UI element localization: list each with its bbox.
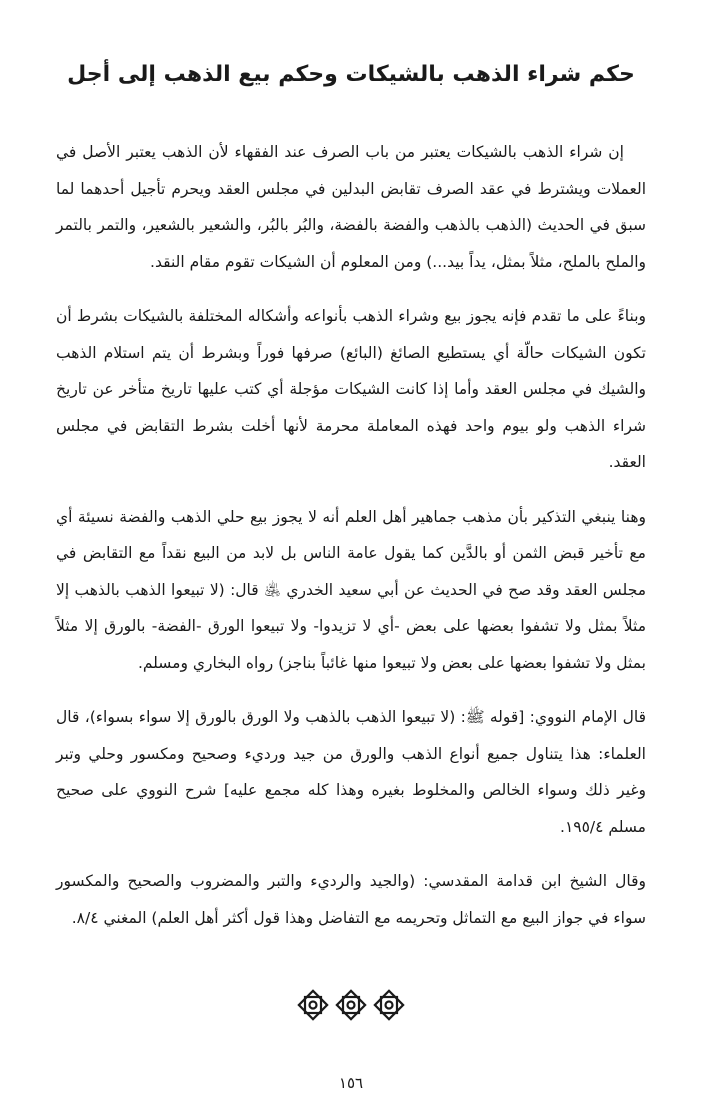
paragraph-ruling: وبناءً على ما تقدم فإنه يجوز بيع وشراء الذهب بأنواعه وأشكاله المختلفة بالشيكات بشرط أن تكون الشيكات حالّة أي يستطيع الصائغ (البائع) صرفها فوراً وبشرط أن يتم استلام الذهب والشيك في مجلس العقد وأما إذا كانت الشيكات مؤجلة أي كتب عليها تاريخ متأخر عن تاريخ شراء الذهب ولو بيوم واحد فهذه المعاملة محرمة لأنها أخلت بشرط التقابض في مجلس العقد. [56, 307, 646, 471]
document-page [56, 0, 646, 1116]
paragraph-intro: إن شراء الذهب بالشيكات يعتبر من باب الصرف عند الفقهاء لأن الذهب يعتبر الأصل في العملات ويشترط في عقد الصرف تقابض البدلين في مجلس العقد ويحرم تأجيل أحدهما لما سبق في الحديث (الذهب بالذهب والفضة بالفضة، والبُر بالبُر، والشعير بالشعير، والتمر بالتمر والملح بالملح، مثلاً بمثل، يداً بيد...) ومن المعلوم أن الشيكات تقوم مقام النقد. [56, 143, 646, 271]
document-title: حكم شراء الذهب بالشيكات وحكم بيع الذهب إلى أجل [67, 62, 635, 87]
document-body [56, 134, 646, 954]
paragraph-hadith: وهنا ينبغي التذكير بأن مذهب جماهير أهل العلم أنه لا يجوز بيع حلي الذهب والفضة نسيئة أي مع تأخير قبض الثمن أو بالدَّين كما يقول عامة الناس بل لابد من البيع نقداً مع التقابض في مجلس العقد وقد صح في الحديث عن أبي سعيد الخدري ﵁ قال: (لا تبيعوا الذهب بالذهب إلا مثلاً بمثل ولا تشفوا بعضها على بعض -أي لا تزيدوا- ولا تبيعوا الورق -الفضة- بالورق إلا مثلاً بمثل ولا تشفوا بعضها على بعض ولا تبيعوا منها غائباً بناجز) رواه البخاري ومسلم. [56, 507, 646, 672]
paragraph-ibn-qudama-quote: وقال الشيخ ابن قدامة المقدسي: (والجيد والرديء والتبر والمضروب والصحيح والمكسور سواء في جواز البيع مع التماثل وتحريمه مع التفاضل وهذا قول أكثر أهل العلم) المغني ٨/٤. [56, 872, 646, 927]
knot-ornament-icon [372, 988, 406, 1022]
knot-ornament-icon [296, 988, 330, 1022]
knot-ornament-icon [334, 988, 368, 1022]
triple-knot-ornament-icon [56, 988, 646, 1022]
page-number: ١٥٦ [338, 1074, 364, 1092]
paragraph-nawawi-quote: قال الإمام النووي: [قوله ﷺ: (لا تبيعوا الذهب بالذهب ولا الورق بالورق إلا سواء بسواء)، قال العلماء: هذا يتناول جميع أنواع الذهب والورق من جيد ورديء وصحيح ومكسور وحلي وتبر وغير ذلك وسواء الخالص والمخلوط بغيره وهذا كله مجمع عليه] شرح النووي على صحيح مسلم ١٩٥/٤. [56, 708, 646, 836]
